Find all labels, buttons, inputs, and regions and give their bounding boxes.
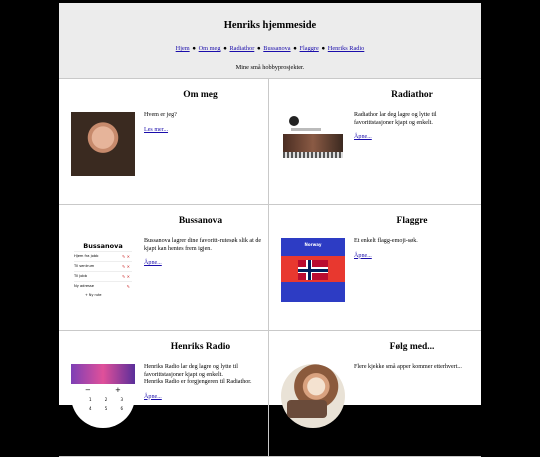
- nav-link-bussanova[interactable]: Bussanova: [263, 45, 291, 52]
- site-header: [59, 3, 481, 79]
- read-more-link[interactable]: Les mer...: [144, 126, 169, 133]
- nav-link-henriks-radio[interactable]: Henriks Radio: [327, 45, 365, 52]
- nav-separator: ●: [256, 45, 261, 52]
- add-route-label: + Ny rute: [85, 293, 102, 297]
- card-radiathor: [269, 79, 481, 205]
- main-nav: [59, 45, 481, 52]
- card-description: Et enkelt flagg-emoji-søk.: [354, 238, 418, 244]
- radiathor-screenshot: [281, 112, 345, 176]
- profile-photo: [71, 112, 135, 176]
- card-description: Hvem er jeg?: [144, 112, 177, 118]
- open-flaggre-link[interactable]: Åpne...: [354, 252, 372, 259]
- nav-link-flaggre[interactable]: Flaggre: [299, 45, 319, 52]
- list-item: Til sentrum ✎ ✕: [74, 261, 132, 270]
- list-item: Til jobb ✎ ✕: [74, 271, 132, 280]
- site-tagline: Mine små hobbyprosjekter.: [235, 64, 305, 71]
- open-henriks-radio-link[interactable]: Åpne...: [144, 393, 162, 400]
- card-title: Henriks Radio: [170, 342, 231, 352]
- list-item: Hjem fra jobb ✎ ✕: [74, 251, 132, 260]
- card-body: [144, 238, 264, 268]
- nav-link-hjem[interactable]: Hjem: [175, 45, 190, 52]
- nav-separator: ●: [293, 45, 297, 52]
- card-description: Bussanova lagrer dine favoritt-rutesøk slik at de kjapt kan hentes frem igjen.: [144, 238, 262, 252]
- project-grid: [59, 79, 481, 457]
- card-body: [144, 364, 264, 401]
- card-henriks-radio: [59, 331, 269, 457]
- card-description: Henriks Radio lar deg lagre og lytte til favorittstasjoner kjapt og enkelt.: [144, 364, 238, 378]
- card-title: Flaggre: [396, 216, 428, 226]
- site-title: Henriks hjemmeside: [223, 20, 317, 31]
- nav-link-radiathor[interactable]: Radiathor: [229, 45, 255, 52]
- card-title: Følg med...: [389, 342, 435, 352]
- nav-link-om-meg[interactable]: Om meg: [198, 45, 221, 52]
- card-body: [354, 112, 474, 142]
- card-body: [144, 112, 264, 134]
- station-row: 1 2 3: [89, 397, 123, 402]
- station-row: 4 5 6: [89, 406, 123, 411]
- open-radiathor-link[interactable]: Åpne...: [354, 134, 372, 141]
- minus-icon: −: [85, 386, 91, 394]
- card-bussanova: [59, 205, 269, 331]
- bussanova-logo: Bussanova: [83, 242, 123, 250]
- henriks-radio-screenshot: [71, 364, 135, 428]
- card-flaggre: [269, 205, 481, 331]
- nav-separator: ●: [321, 45, 326, 52]
- page: [59, 3, 481, 411]
- open-bussanova-link[interactable]: Åpne...: [144, 260, 162, 267]
- nav-separator: ●: [192, 45, 197, 52]
- card-title: Bussanova: [178, 216, 223, 226]
- card-folg-med: [269, 331, 481, 457]
- card-title: Radiathor: [391, 90, 433, 100]
- card-body: [354, 238, 474, 260]
- bussanova-screenshot: [71, 238, 135, 302]
- card-title: Om meg: [183, 90, 218, 100]
- card-description: Radiathor lar deg lagre og lytte til favorittstasjoner kjapt og enkelt.: [354, 112, 437, 126]
- card-body: [354, 364, 474, 372]
- norway-flag-icon: [298, 260, 328, 280]
- card-om-meg: [59, 79, 269, 205]
- flaggre-screenshot: [281, 238, 345, 302]
- card-note: Henriks Radio er forgjengeren til Radiathor.: [144, 379, 252, 386]
- nav-separator: ●: [223, 45, 227, 52]
- card-description: Flere kjekke små apper kommer etterhvert...: [354, 364, 462, 370]
- coming-soon-photo: [281, 364, 345, 428]
- plus-icon: +: [115, 386, 121, 394]
- flag-country-name: Norway: [304, 242, 322, 247]
- list-item: Ny adresse ✎: [74, 281, 132, 290]
